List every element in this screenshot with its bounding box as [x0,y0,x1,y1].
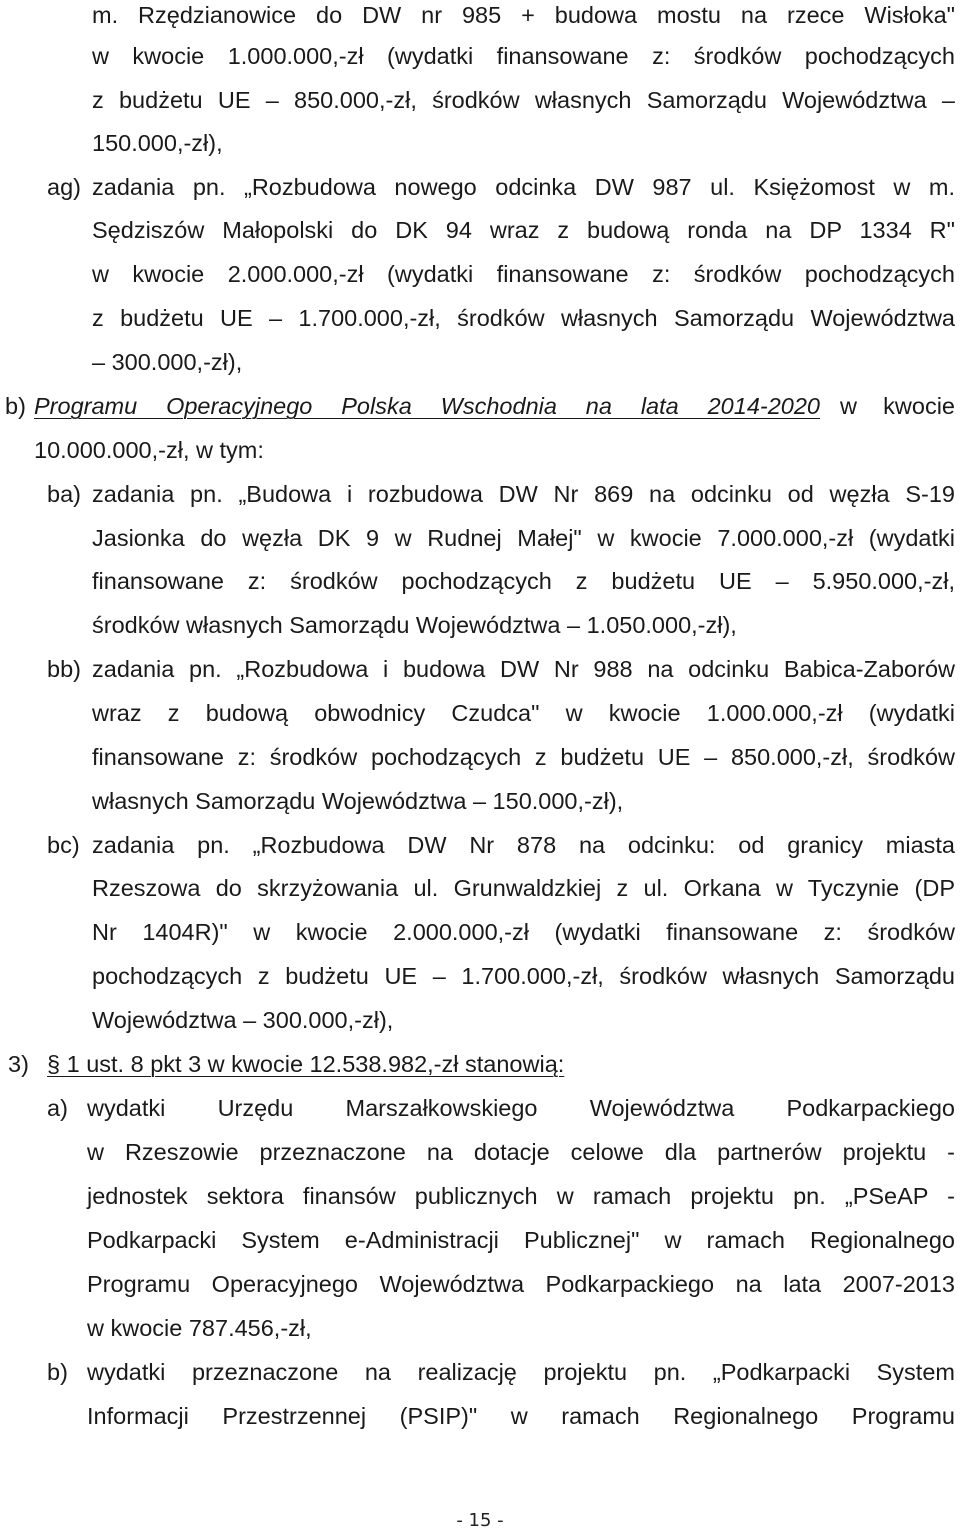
text-line: Informacji Przestrzennej (PSIP)" w ramach Regionalnego Programu [87,1403,955,1429]
program-name: Programu Operacyjnego Polska Wschodnia na lata 2014-2020 [34,393,820,419]
list-marker-3: 3) [8,1051,29,1077]
text-line: w Rzeszowie przeznaczone na dotacje celowe dla partnerów projektu - [87,1139,955,1165]
list-marker-bc: bc) [47,832,80,858]
text-line: z budżetu UE – 850.000,-zł, środków własnych Samorządu Województwa – [92,87,955,113]
text-line: wraz z budową obwodnicy Czudca" w kwocie 1.000.000,-zł (wydatki [92,700,955,726]
text-line: Programu Operacyjnego Województwa Podkarpackiego na lata 2007-2013 [87,1271,955,1297]
list-marker-a: a) [47,1095,68,1121]
program-name-link [34,391,820,421]
text-line: Podkarpacki System e-Administracji Publicznej" w ramach Regionalnego [87,1227,955,1253]
text-line: w kwocie 2.000.000,-zł (wydatki finansowane z: środków pochodzących [92,261,955,287]
text-line: w kwocie 787.456,-zł, [87,1315,312,1341]
list-marker-b-second: b) [47,1359,68,1385]
text-line: – 300.000,-zł), [92,349,243,375]
list-marker-b: b) [5,393,26,419]
text-line: własnych Samorządu Województwa – 150.000,-zł), [92,788,624,814]
text-line: zadania pn. „Rozbudowa nowego odcinka DW 987 ul. Księżomost w m. [92,174,955,200]
text-line: w kwocie 1.000.000,-zł (wydatki finansowane z: środków pochodzących [92,43,955,69]
text-line: Nr 1404R)" w kwocie 2.000.000,-zł (wydatki finansowane z: środków [92,919,955,945]
text-line: w kwocie [840,393,955,419]
text-line: finansowane z: środków pochodzących z budżetu UE – 850.000,-zł, środków [92,744,955,770]
text-line: jednostek sektora finansów publicznych w ramach projektu pn. „PSeAP - [87,1183,955,1209]
text-line: 150.000,-zł), [92,130,223,156]
text-line [47,1049,564,1079]
text-line: finansowane z: środków pochodzących z budżetu UE – 5.950.000,-zł, [92,568,955,594]
text-line: zadania pn. „Budowa i rozbudowa DW Nr 869 na odcinku od węzła S-19 [92,481,955,507]
text-line: Rzeszowa do skrzyżowania ul. Grunwaldzkiej z ul. Orkana w Tyczynie (DP [92,875,955,901]
list-marker-ag: ag) [47,174,81,200]
text-line: wydatki Urzędu Marszałkowskiego Województwa Podkarpackiego [87,1095,955,1121]
text-line: z budżetu UE – 1.700.000,-zł, środków własnych Samorządu Województwa [92,305,955,331]
list-marker-bb: bb) [47,656,81,682]
text-line: m. Rzędzianowice do DW nr 985 + budowa mostu na rzece Wisłoka" [92,2,955,28]
text-line: wydatki przeznaczone na realizację projektu pn. „Podkarpacki System [87,1359,955,1385]
text-line: zadania pn. „Rozbudowa i budowa DW Nr 988 na odcinku Babica-Zaborów [92,656,955,682]
text-line: Województwa – 300.000,-zł), [92,1007,394,1033]
text-line: 10.000.000,-zł, w tym: [34,437,264,463]
paragraph-reference: § 1 ust. 8 pkt 3 w kwocie 12.538.982,-zł stanowią: [47,1051,565,1077]
page-number: - 15 - [456,1510,504,1531]
text-line: Jasionka do węzła DK 9 w Rudnej Małej" w kwocie 7.000.000,-zł (wydatki [92,525,955,551]
text-line: Sędziszów Małopolski do DK 94 wraz z budową ronda na DP 1334 R" [92,217,955,243]
text-line: środków własnych Samorządu Województwa – 1.050.000,-zł), [92,612,737,638]
text-line: zadania pn. „Rozbudowa DW Nr 878 na odcinku: od granicy miasta [92,832,955,858]
list-marker-ba: ba) [47,481,81,507]
text-line: pochodzących z budżetu UE – 1.700.000,-zł, środków własnych Samorządu [92,963,955,989]
